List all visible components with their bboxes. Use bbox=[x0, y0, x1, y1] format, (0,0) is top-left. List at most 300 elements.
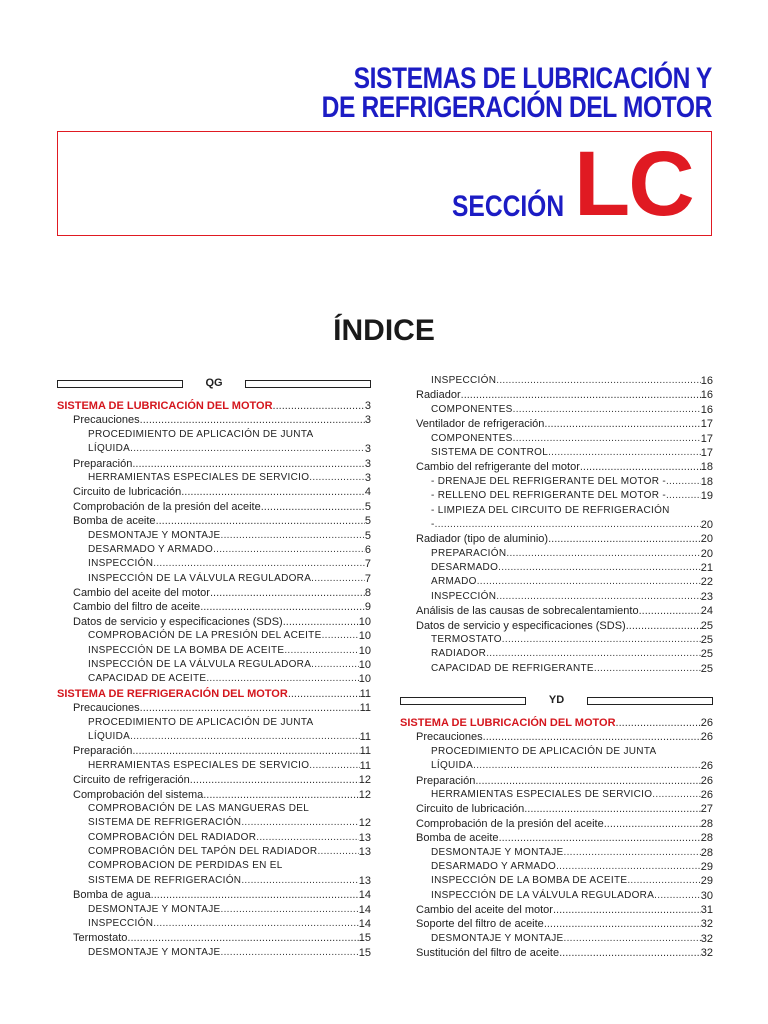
dot-leader bbox=[666, 475, 701, 489]
toc-entry bbox=[57, 759, 371, 773]
toc-entry bbox=[57, 903, 371, 917]
index-title: ÍNDICE bbox=[333, 314, 435, 347]
toc-entry-page: 32 bbox=[700, 918, 713, 931]
dot-leader bbox=[594, 662, 701, 676]
toc-entry bbox=[400, 903, 713, 917]
toc-entry-page: 18 bbox=[700, 475, 713, 488]
toc-entry bbox=[57, 744, 371, 758]
toc-entry-page: 16 bbox=[700, 403, 713, 416]
toc-entry-text: INSPECCIÓN DE LA BOMBA DE ACEITE bbox=[88, 644, 285, 656]
toc-entry-text: COMPROBACIÓN DE LAS MANGUERAS DEL bbox=[88, 802, 310, 814]
toc-entry-page: 10 bbox=[358, 659, 371, 672]
toc-entry-text: Circuito de lubricación bbox=[73, 486, 182, 499]
toc-entry bbox=[57, 730, 371, 744]
dot-leader bbox=[221, 946, 359, 960]
dot-leader bbox=[221, 529, 365, 543]
dot-leader bbox=[544, 417, 700, 431]
toc-entry-page: 24 bbox=[700, 605, 713, 618]
toc-entry-page: 17 bbox=[700, 432, 713, 445]
toc-entry-text: CAPACIDAD DE REFRIGERANTE bbox=[431, 662, 594, 674]
toc-entry-page: 12 bbox=[358, 817, 371, 830]
dot-leader bbox=[496, 590, 701, 604]
dot-leader bbox=[132, 457, 365, 471]
toc-entry-page: 17 bbox=[700, 446, 713, 459]
toc-entry-page: 11 bbox=[359, 730, 371, 743]
toc-entry bbox=[57, 672, 371, 686]
toc-entry-page: 10 bbox=[358, 630, 371, 643]
toc-entry bbox=[400, 604, 713, 618]
dot-leader bbox=[524, 802, 701, 816]
dot-leader bbox=[153, 557, 365, 571]
toc-entry bbox=[57, 946, 371, 960]
toc-section-entry bbox=[57, 687, 371, 701]
header-rule-left bbox=[57, 380, 183, 388]
toc-entry-text: INSPECCIÓN bbox=[431, 374, 497, 386]
toc-entry-page: 5 bbox=[364, 515, 371, 528]
toc-entry-text: HERRAMIENTAS ESPECIALES DE SERVICIO bbox=[431, 788, 653, 800]
toc-entry-text: Bomba de aceite bbox=[73, 515, 156, 528]
toc-entry-page: 25 bbox=[700, 634, 713, 647]
toc-entry bbox=[57, 845, 371, 859]
toc-entry bbox=[400, 590, 713, 604]
dot-leader bbox=[556, 860, 701, 874]
toc-entry bbox=[400, 561, 713, 575]
toc-entry-page: 15 bbox=[358, 946, 371, 959]
dot-leader bbox=[256, 831, 358, 845]
dot-leader bbox=[506, 547, 700, 561]
toc-entry bbox=[400, 759, 713, 773]
dot-leader bbox=[213, 543, 365, 557]
dot-leader bbox=[309, 759, 359, 773]
toc-entry bbox=[400, 403, 713, 417]
toc-entry-page: 27 bbox=[700, 803, 713, 816]
toc-entry-page: 4 bbox=[364, 486, 371, 499]
toc-entry-page: 13 bbox=[358, 831, 371, 844]
toc-entry bbox=[57, 471, 371, 485]
toc-entry bbox=[400, 475, 713, 489]
dot-leader bbox=[553, 903, 701, 917]
toc-entry-page: 5 bbox=[364, 500, 371, 513]
dot-leader bbox=[127, 931, 358, 945]
dot-leader bbox=[200, 600, 365, 614]
toc-entry-page: 26 bbox=[700, 716, 713, 729]
toc-entry bbox=[400, 619, 713, 633]
dot-leader bbox=[130, 730, 359, 744]
title-line-2: DE REFRIGERACIÓN DEL MOTOR bbox=[321, 91, 712, 124]
toc-entry bbox=[57, 716, 371, 730]
toc-entry bbox=[400, 774, 713, 788]
toc-entry-text: DESMONTAJE Y MONTAJE bbox=[88, 946, 221, 958]
toc-entry-page: 28 bbox=[700, 817, 713, 830]
header-rule-right bbox=[587, 697, 713, 705]
toc-entry bbox=[57, 428, 371, 442]
toc-entry-page: 11 bbox=[359, 745, 371, 758]
title-line-1: SISTEMAS DE LUBRICACIÓN Y bbox=[353, 62, 712, 95]
toc-entry-text: Preparación bbox=[73, 457, 133, 470]
toc-entry-page: 17 bbox=[700, 418, 713, 431]
dot-leader bbox=[241, 874, 358, 888]
toc-entry-text: COMPROBACIÓN DE LA PRESIÓN DEL ACEITE bbox=[88, 630, 322, 642]
toc-entry-text: PROCEDIMIENTO DE APLICACIÓN DE JUNTA bbox=[88, 716, 314, 728]
toc-entry bbox=[57, 572, 371, 586]
group-label-yd: YD bbox=[548, 694, 565, 706]
dot-leader bbox=[652, 788, 700, 802]
dot-leader bbox=[559, 946, 701, 960]
dot-leader bbox=[317, 845, 358, 859]
dot-leader bbox=[181, 485, 365, 499]
toc-entry-page: 3 bbox=[364, 399, 371, 412]
toc-entry-page: 16 bbox=[700, 389, 713, 402]
toc-entry bbox=[400, 846, 713, 860]
dot-leader bbox=[435, 518, 701, 532]
toc-entry bbox=[400, 432, 713, 446]
dot-leader bbox=[284, 644, 358, 658]
toc-entry-text: - LIMPIEZA DEL CIRCUITO DE REFRIGERACIÓN bbox=[431, 504, 670, 516]
toc-entry-page: 28 bbox=[700, 832, 713, 845]
toc-entry-text: INSPECCIÓN DE LA BOMBA DE ACEITE bbox=[431, 875, 628, 887]
dot-leader bbox=[311, 572, 365, 586]
toc-entry-text: Sustitución del filtro de aceite bbox=[416, 947, 560, 960]
dot-leader bbox=[616, 716, 701, 730]
toc-entry bbox=[57, 500, 371, 514]
toc-entry-text: INSPECCIÓN DE LA VÁLVULA REGULADORA bbox=[88, 659, 312, 671]
dot-leader bbox=[206, 672, 358, 686]
toc-entry-text: Bomba de aceite bbox=[416, 832, 499, 845]
dot-leader bbox=[502, 633, 701, 647]
group-label-qg: QG bbox=[205, 377, 223, 389]
toc-entry-page: 31 bbox=[700, 904, 713, 917]
toc-entry-text: DESMONTAJE Y MONTAJE bbox=[431, 846, 564, 858]
toc-entry-text: LÍQUIDA bbox=[88, 730, 131, 742]
toc-entry-text: SISTEMA DE LUBRICACIÓN DEL MOTOR bbox=[400, 716, 616, 729]
toc-entry bbox=[57, 543, 371, 557]
toc-entry-text: Bomba de agua bbox=[73, 889, 151, 902]
dot-leader bbox=[322, 629, 359, 643]
toc-entry-page: 7 bbox=[364, 558, 371, 571]
toc-entry-page: 26 bbox=[700, 774, 713, 787]
toc-entry-text: Datos de servicio y especificaciones (SDS) bbox=[73, 615, 283, 628]
toc-entry bbox=[400, 504, 713, 518]
dot-leader bbox=[153, 917, 359, 931]
dot-leader bbox=[241, 816, 358, 830]
toc-entry-text: INSPECCIÓN DE LA VÁLVULA REGULADORA bbox=[88, 572, 312, 584]
toc-entry bbox=[400, 662, 713, 676]
toc-entry-text: DESMONTAJE Y MONTAJE bbox=[88, 529, 221, 541]
dot-leader bbox=[132, 744, 359, 758]
dot-leader bbox=[486, 647, 701, 661]
toc-entry-text: Preparación bbox=[73, 745, 133, 758]
toc-entry-text: Comprobación de la presión del aceite bbox=[416, 817, 604, 830]
toc-entry bbox=[57, 629, 371, 643]
toc-entry-page: 3 bbox=[364, 457, 371, 470]
toc-entry-text: CAPACIDAD DE ACEITE bbox=[88, 673, 207, 685]
toc-entry bbox=[57, 586, 371, 600]
toc-entry-text: ARMADO bbox=[431, 576, 477, 588]
toc-entry bbox=[400, 489, 713, 503]
toc-entry-page: 6 bbox=[364, 543, 371, 556]
dot-leader bbox=[283, 615, 359, 629]
dot-leader bbox=[130, 442, 365, 456]
toc-entry-text: COMPROBACIÓN DEL TAPÓN DEL RADIADOR bbox=[88, 846, 318, 858]
toc-entry bbox=[400, 518, 713, 532]
toc-entry bbox=[400, 730, 713, 744]
dot-leader bbox=[580, 460, 701, 474]
toc-entry-page: 15 bbox=[358, 932, 371, 945]
toc-entry bbox=[57, 888, 371, 902]
toc-entry-text: Cambio del aceite del motor bbox=[416, 904, 553, 917]
toc-entry-text: Cambio del aceite del motor bbox=[73, 587, 210, 600]
dot-leader bbox=[288, 687, 360, 701]
toc-entry-text: Datos de servicio y especificaciones (SDS) bbox=[416, 619, 626, 632]
toc-entry bbox=[400, 745, 713, 759]
toc-entry-text: HERRAMIENTAS ESPECIALES DE SERVICIO bbox=[88, 471, 310, 483]
toc-entry bbox=[57, 788, 371, 802]
toc-entry-page: 20 bbox=[700, 518, 713, 531]
toc-entry bbox=[57, 457, 371, 471]
dot-leader bbox=[548, 532, 701, 546]
toc-entry bbox=[400, 575, 713, 589]
toc-entry bbox=[400, 932, 713, 946]
toc-entry-page: 32 bbox=[700, 947, 713, 960]
toc-section-entry bbox=[57, 399, 371, 413]
toc-entry-text: - DRENAJE DEL REFRIGERANTE DEL MOTOR - bbox=[431, 475, 666, 487]
dot-leader bbox=[475, 774, 700, 788]
toc-entry-page: 26 bbox=[700, 760, 713, 773]
toc-entry-text: Análisis de las causas de sobrecalentamiento bbox=[416, 605, 639, 618]
toc-entry-page: 13 bbox=[358, 846, 371, 859]
toc-entry bbox=[57, 615, 371, 629]
toc-entry bbox=[57, 644, 371, 658]
dot-leader bbox=[151, 888, 359, 902]
toc-entry-text: Ventilador de refrigeración bbox=[416, 418, 545, 431]
toc-entry-text: COMPONENTES bbox=[431, 403, 513, 415]
dot-leader bbox=[311, 658, 359, 672]
toc-left-column bbox=[57, 399, 371, 960]
dot-leader bbox=[461, 388, 701, 402]
toc-entry bbox=[400, 547, 713, 561]
dot-leader bbox=[639, 604, 701, 618]
toc-entry-page: 22 bbox=[700, 576, 713, 589]
toc-entry bbox=[400, 647, 713, 661]
toc-entry bbox=[57, 931, 371, 945]
toc-entry-text: Cambio del refrigerante del motor bbox=[416, 461, 580, 474]
toc-entry-page: 29 bbox=[700, 875, 713, 888]
toc-entry-page: 14 bbox=[358, 889, 371, 902]
dot-leader bbox=[140, 413, 365, 427]
toc-entry bbox=[57, 860, 371, 874]
toc-entry-text: COMPROBACIÓN DEL RADIADOR bbox=[88, 831, 257, 843]
header-rule-right bbox=[245, 380, 371, 388]
toc-entry-page: 19 bbox=[700, 490, 713, 503]
toc-entry-text: LÍQUIDA bbox=[431, 760, 474, 772]
toc-entry-page: 25 bbox=[700, 648, 713, 661]
toc-entry-page: 11 bbox=[359, 702, 371, 715]
toc-entry bbox=[400, 446, 713, 460]
dot-leader bbox=[273, 399, 365, 413]
toc-entry bbox=[57, 816, 371, 830]
toc-entry bbox=[400, 874, 713, 888]
document-title bbox=[322, 64, 712, 122]
toc-entry-text: HERRAMIENTAS ESPECIALES DE SERVICIO bbox=[88, 759, 310, 771]
toc-entry-page: 32 bbox=[700, 932, 713, 945]
toc-entry bbox=[57, 413, 371, 427]
dot-leader bbox=[604, 817, 701, 831]
toc-entry-page: 11 bbox=[359, 759, 371, 772]
toc-entry-text: TERMOSTATO bbox=[431, 634, 502, 646]
dot-leader bbox=[483, 730, 701, 744]
toc-entry-text: DESARMADO bbox=[431, 562, 499, 574]
toc-entry-text: SISTEMA DE CONTROL bbox=[431, 446, 549, 458]
dot-leader bbox=[548, 446, 701, 460]
toc-entry-page: 8 bbox=[364, 587, 371, 600]
dot-leader bbox=[156, 514, 365, 528]
dot-leader bbox=[499, 831, 701, 845]
toc-entry-page: 13 bbox=[358, 874, 371, 887]
toc-entry-page: 14 bbox=[358, 918, 371, 931]
toc-entry bbox=[400, 831, 713, 845]
toc-entry-text: INSPECCIÓN bbox=[88, 558, 154, 570]
dot-leader bbox=[221, 903, 359, 917]
toc-entry-text: COMPONENTES bbox=[431, 432, 513, 444]
dot-leader bbox=[626, 619, 701, 633]
toc-entry-page: 11 bbox=[359, 687, 371, 700]
toc-entry-text: Soporte del filtro de aceite bbox=[416, 918, 544, 931]
toc-entry-text: DESARMADO Y ARMADO bbox=[431, 860, 557, 872]
toc-entry-text: DESMONTAJE Y MONTAJE bbox=[88, 903, 221, 915]
toc-entry-page: 14 bbox=[358, 903, 371, 916]
toc-entry bbox=[57, 917, 371, 931]
toc-entry-text: - bbox=[431, 518, 435, 530]
toc-entry-page: 10 bbox=[358, 644, 371, 657]
toc-entry-page: 3 bbox=[364, 471, 371, 484]
toc-entry-text: INSPECCIÓN bbox=[431, 590, 497, 602]
toc-entry-text: Circuito de refrigeración bbox=[73, 774, 190, 787]
toc-entry-text: PROCEDIMIENTO DE APLICACIÓN DE JUNTA bbox=[431, 745, 657, 757]
toc-entry bbox=[400, 917, 713, 931]
toc-entry-text: Precauciones bbox=[73, 702, 140, 715]
toc-entry bbox=[57, 442, 371, 456]
toc-entry-text: Preparación bbox=[416, 774, 476, 787]
toc-entry-text: INSPECCIÓN bbox=[88, 918, 154, 930]
toc-entry bbox=[57, 701, 371, 715]
toc-entry-page: 9 bbox=[364, 601, 371, 614]
toc-entry-text: SISTEMA DE LUBRICACIÓN DEL MOTOR bbox=[57, 399, 273, 412]
toc-entry-text: RADIADOR bbox=[431, 648, 487, 660]
toc-entry-page: 25 bbox=[700, 619, 713, 632]
toc-entry bbox=[400, 889, 713, 903]
toc-entry-page: 3 bbox=[364, 443, 371, 456]
dot-leader bbox=[477, 575, 701, 589]
header-rule-left bbox=[400, 697, 526, 705]
toc-entry bbox=[400, 817, 713, 831]
toc-entry bbox=[400, 860, 713, 874]
toc-entry bbox=[400, 802, 713, 816]
toc-entry-text: SISTEMA DE REFRIGERACIÓN bbox=[88, 874, 242, 886]
toc-entry-page: 10 bbox=[358, 673, 371, 686]
toc-entry bbox=[400, 532, 713, 546]
toc-entry bbox=[400, 460, 713, 474]
toc-entry-page: 7 bbox=[364, 572, 371, 585]
toc-entry-page: 12 bbox=[358, 774, 371, 787]
toc-entry-page: 28 bbox=[700, 846, 713, 859]
dot-leader bbox=[473, 759, 701, 773]
toc-entry-page: 23 bbox=[700, 590, 713, 603]
toc-entry-text: PREPARACIÓN bbox=[431, 547, 507, 559]
dot-leader bbox=[513, 432, 701, 446]
toc-entry-text: Termostato bbox=[73, 932, 128, 945]
toc-entry-page: 30 bbox=[700, 889, 713, 902]
toc-entry-page: 3 bbox=[364, 414, 371, 427]
dot-leader bbox=[564, 846, 701, 860]
toc-entry bbox=[400, 788, 713, 802]
toc-entry-page: 25 bbox=[700, 662, 713, 675]
dot-leader bbox=[654, 889, 701, 903]
dot-leader bbox=[627, 874, 700, 888]
toc-entry bbox=[57, 557, 371, 571]
toc-entry bbox=[400, 417, 713, 431]
dot-leader bbox=[498, 561, 701, 575]
dot-leader bbox=[261, 500, 365, 514]
toc-section-entry bbox=[400, 716, 713, 730]
toc-entry-page: 10 bbox=[358, 615, 371, 628]
toc-entry bbox=[57, 831, 371, 845]
toc-entry-text: PROCEDIMIENTO DE APLICACIÓN DE JUNTA bbox=[88, 428, 314, 440]
dot-leader bbox=[190, 773, 359, 787]
toc-entry bbox=[57, 658, 371, 672]
toc-entry-text: Comprobación de la presión del aceite bbox=[73, 500, 261, 513]
toc-entry-text: INSPECCIÓN DE LA VÁLVULA REGULADORA bbox=[431, 889, 655, 901]
dot-leader bbox=[210, 586, 365, 600]
toc-entry bbox=[57, 600, 371, 614]
toc-entry-text: Cambio del filtro de aceite bbox=[73, 601, 201, 614]
toc-entry bbox=[400, 388, 713, 402]
dot-leader bbox=[513, 403, 701, 417]
section-label: SECCIÓN bbox=[452, 190, 565, 223]
toc-entry bbox=[57, 529, 371, 543]
dot-leader bbox=[544, 917, 701, 931]
toc-entry-page: 29 bbox=[700, 860, 713, 873]
toc-right-column-bottom bbox=[400, 716, 713, 961]
toc-entry bbox=[400, 374, 713, 388]
dot-leader bbox=[140, 701, 360, 715]
toc-entry bbox=[400, 946, 713, 960]
toc-entry-text: Comprobación del sistema bbox=[73, 788, 204, 801]
group-header-yd bbox=[400, 694, 713, 710]
toc-entry-page: 16 bbox=[700, 374, 713, 387]
toc-entry-page: 26 bbox=[700, 788, 713, 801]
toc-entry bbox=[57, 773, 371, 787]
toc-entry-text: Radiador (tipo de aluminio) bbox=[416, 533, 549, 546]
toc-entry-text: SISTEMA DE REFRIGERACIÓN DEL MOTOR bbox=[57, 687, 288, 700]
toc-entry bbox=[57, 802, 371, 816]
toc-entry-page: 20 bbox=[700, 547, 713, 560]
toc-entry-text: Radiador bbox=[416, 389, 461, 402]
toc-entry-page: 21 bbox=[700, 562, 713, 575]
dot-leader bbox=[203, 788, 359, 802]
toc-entry-page: 5 bbox=[364, 529, 371, 542]
dot-leader bbox=[666, 489, 701, 503]
toc-entry bbox=[400, 633, 713, 647]
toc-entry bbox=[57, 874, 371, 888]
toc-entry bbox=[57, 514, 371, 528]
toc-entry bbox=[57, 485, 371, 499]
toc-entry-text: Precauciones bbox=[73, 414, 140, 427]
toc-entry-page: 20 bbox=[700, 533, 713, 546]
toc-entry-text: Circuito de lubricación bbox=[416, 803, 525, 816]
toc-entry-text: Precauciones bbox=[416, 731, 483, 744]
toc-entry-text: DESMONTAJE Y MONTAJE bbox=[431, 932, 564, 944]
section-code: LC bbox=[574, 133, 693, 235]
